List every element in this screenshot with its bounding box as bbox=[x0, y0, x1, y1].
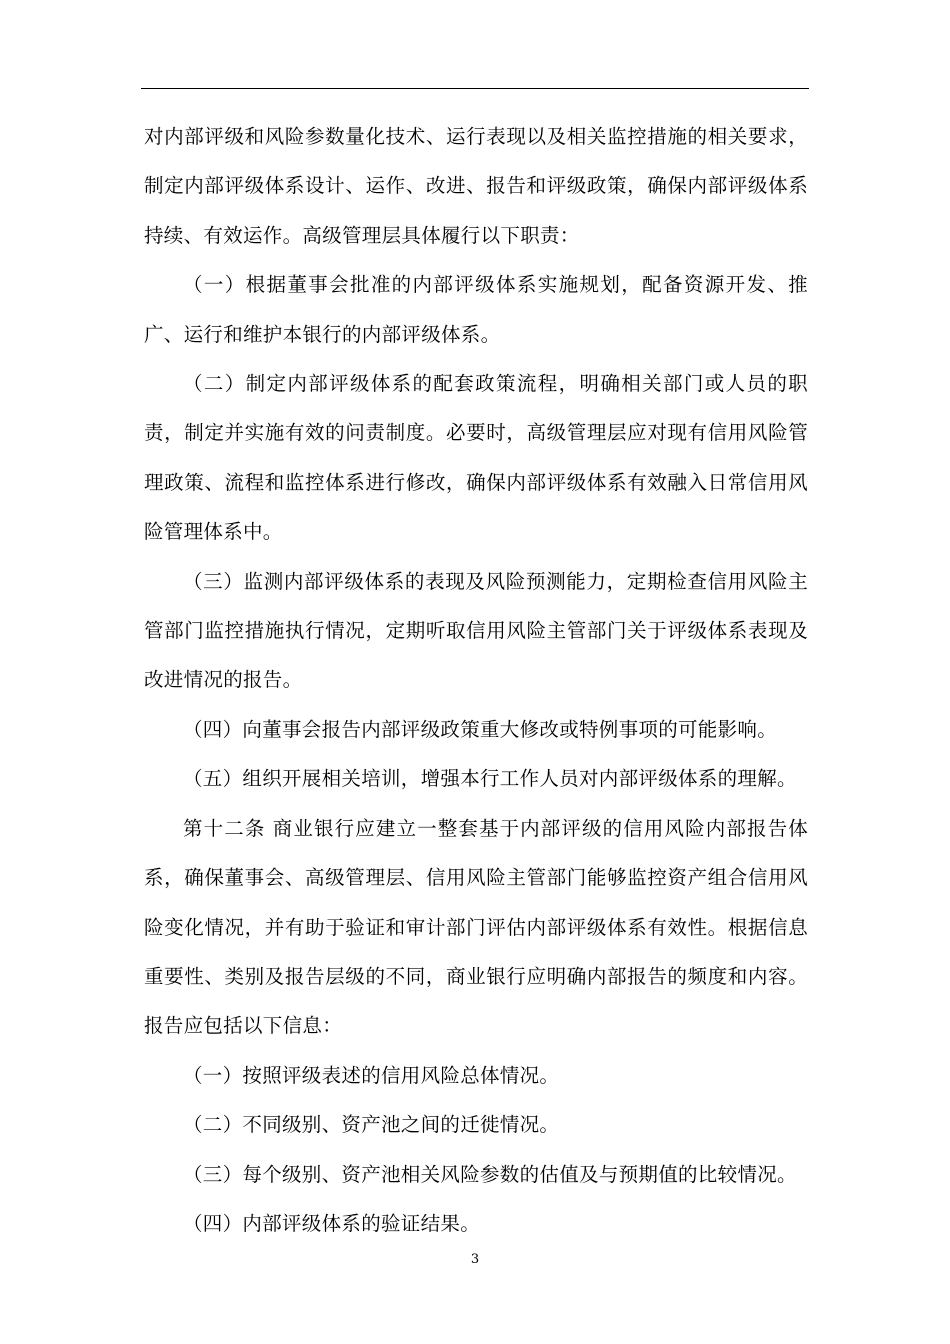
paragraph: （一）根据董事会批准的内部评级体系实施规划，配备资源开发、推广、运行和维护本银行的内部评级体系。 bbox=[144, 273, 808, 346]
paragraph: （三）监测内部评级体系的表现及风险预测能力，定期检查信用风险主管部门监控措施执行情况，定期听取信用风险主管部门关于评级体系表现及改进情况的报告。 bbox=[144, 569, 808, 692]
page-number: 3 bbox=[470, 1252, 480, 1267]
paragraph: （二）制定内部评级体系的配套政策流程，明确相关部门或人员的职责，制定并实施有效的问责制度。必要时，高级管理层应对现有信用风险管理政策、流程和监控体系进行修改，确保内部评级体系有效融入日常信用风险管理体系中。 bbox=[144, 372, 808, 544]
paragraph: （二）不同级别、资产池之间的迁徙情况。 bbox=[183, 1113, 560, 1137]
header-rule bbox=[141, 88, 809, 89]
paragraph: （三）每个级别、资产池相关风险参数的估值及与预期值的比较情况。 bbox=[183, 1162, 797, 1186]
paragraph: （五）组织开展相关培训，增强本行工作人员对内部评级体系的理解。 bbox=[183, 767, 797, 791]
document-body bbox=[144, 112, 808, 1248]
paragraph: （四）内部评级体系的验证结果。 bbox=[183, 1211, 481, 1235]
paragraph: 对内部评级和风险参数量化技术、运行表现以及相关监控措施的相关要求，制定内部评级体系设计、运作、改进、报告和评级政策，确保内部评级体系持续、有效运作。高级管理层具体履行以下职责： bbox=[144, 125, 808, 247]
article-paragraph: 第十二条 商业银行应建立一整套基于内部评级的信用风险内部报告体系，确保董事会、高级管理层、信用风险主管部门能够监控资产组合信用风险变化情况，并有助于验证和审计部门评估内部评级体系有效性。根据信息重要性、类别及报告层级的不同，商业银行应明确内部报告的频度和内容。报告应包括以下信息： bbox=[144, 816, 808, 1038]
paragraph: （四）向董事会报告内部评级政策重大修改或特例事项的可能影响。 bbox=[183, 717, 778, 741]
paragraph: （一）按照评级表述的信用风险总体情况。 bbox=[183, 1063, 560, 1087]
